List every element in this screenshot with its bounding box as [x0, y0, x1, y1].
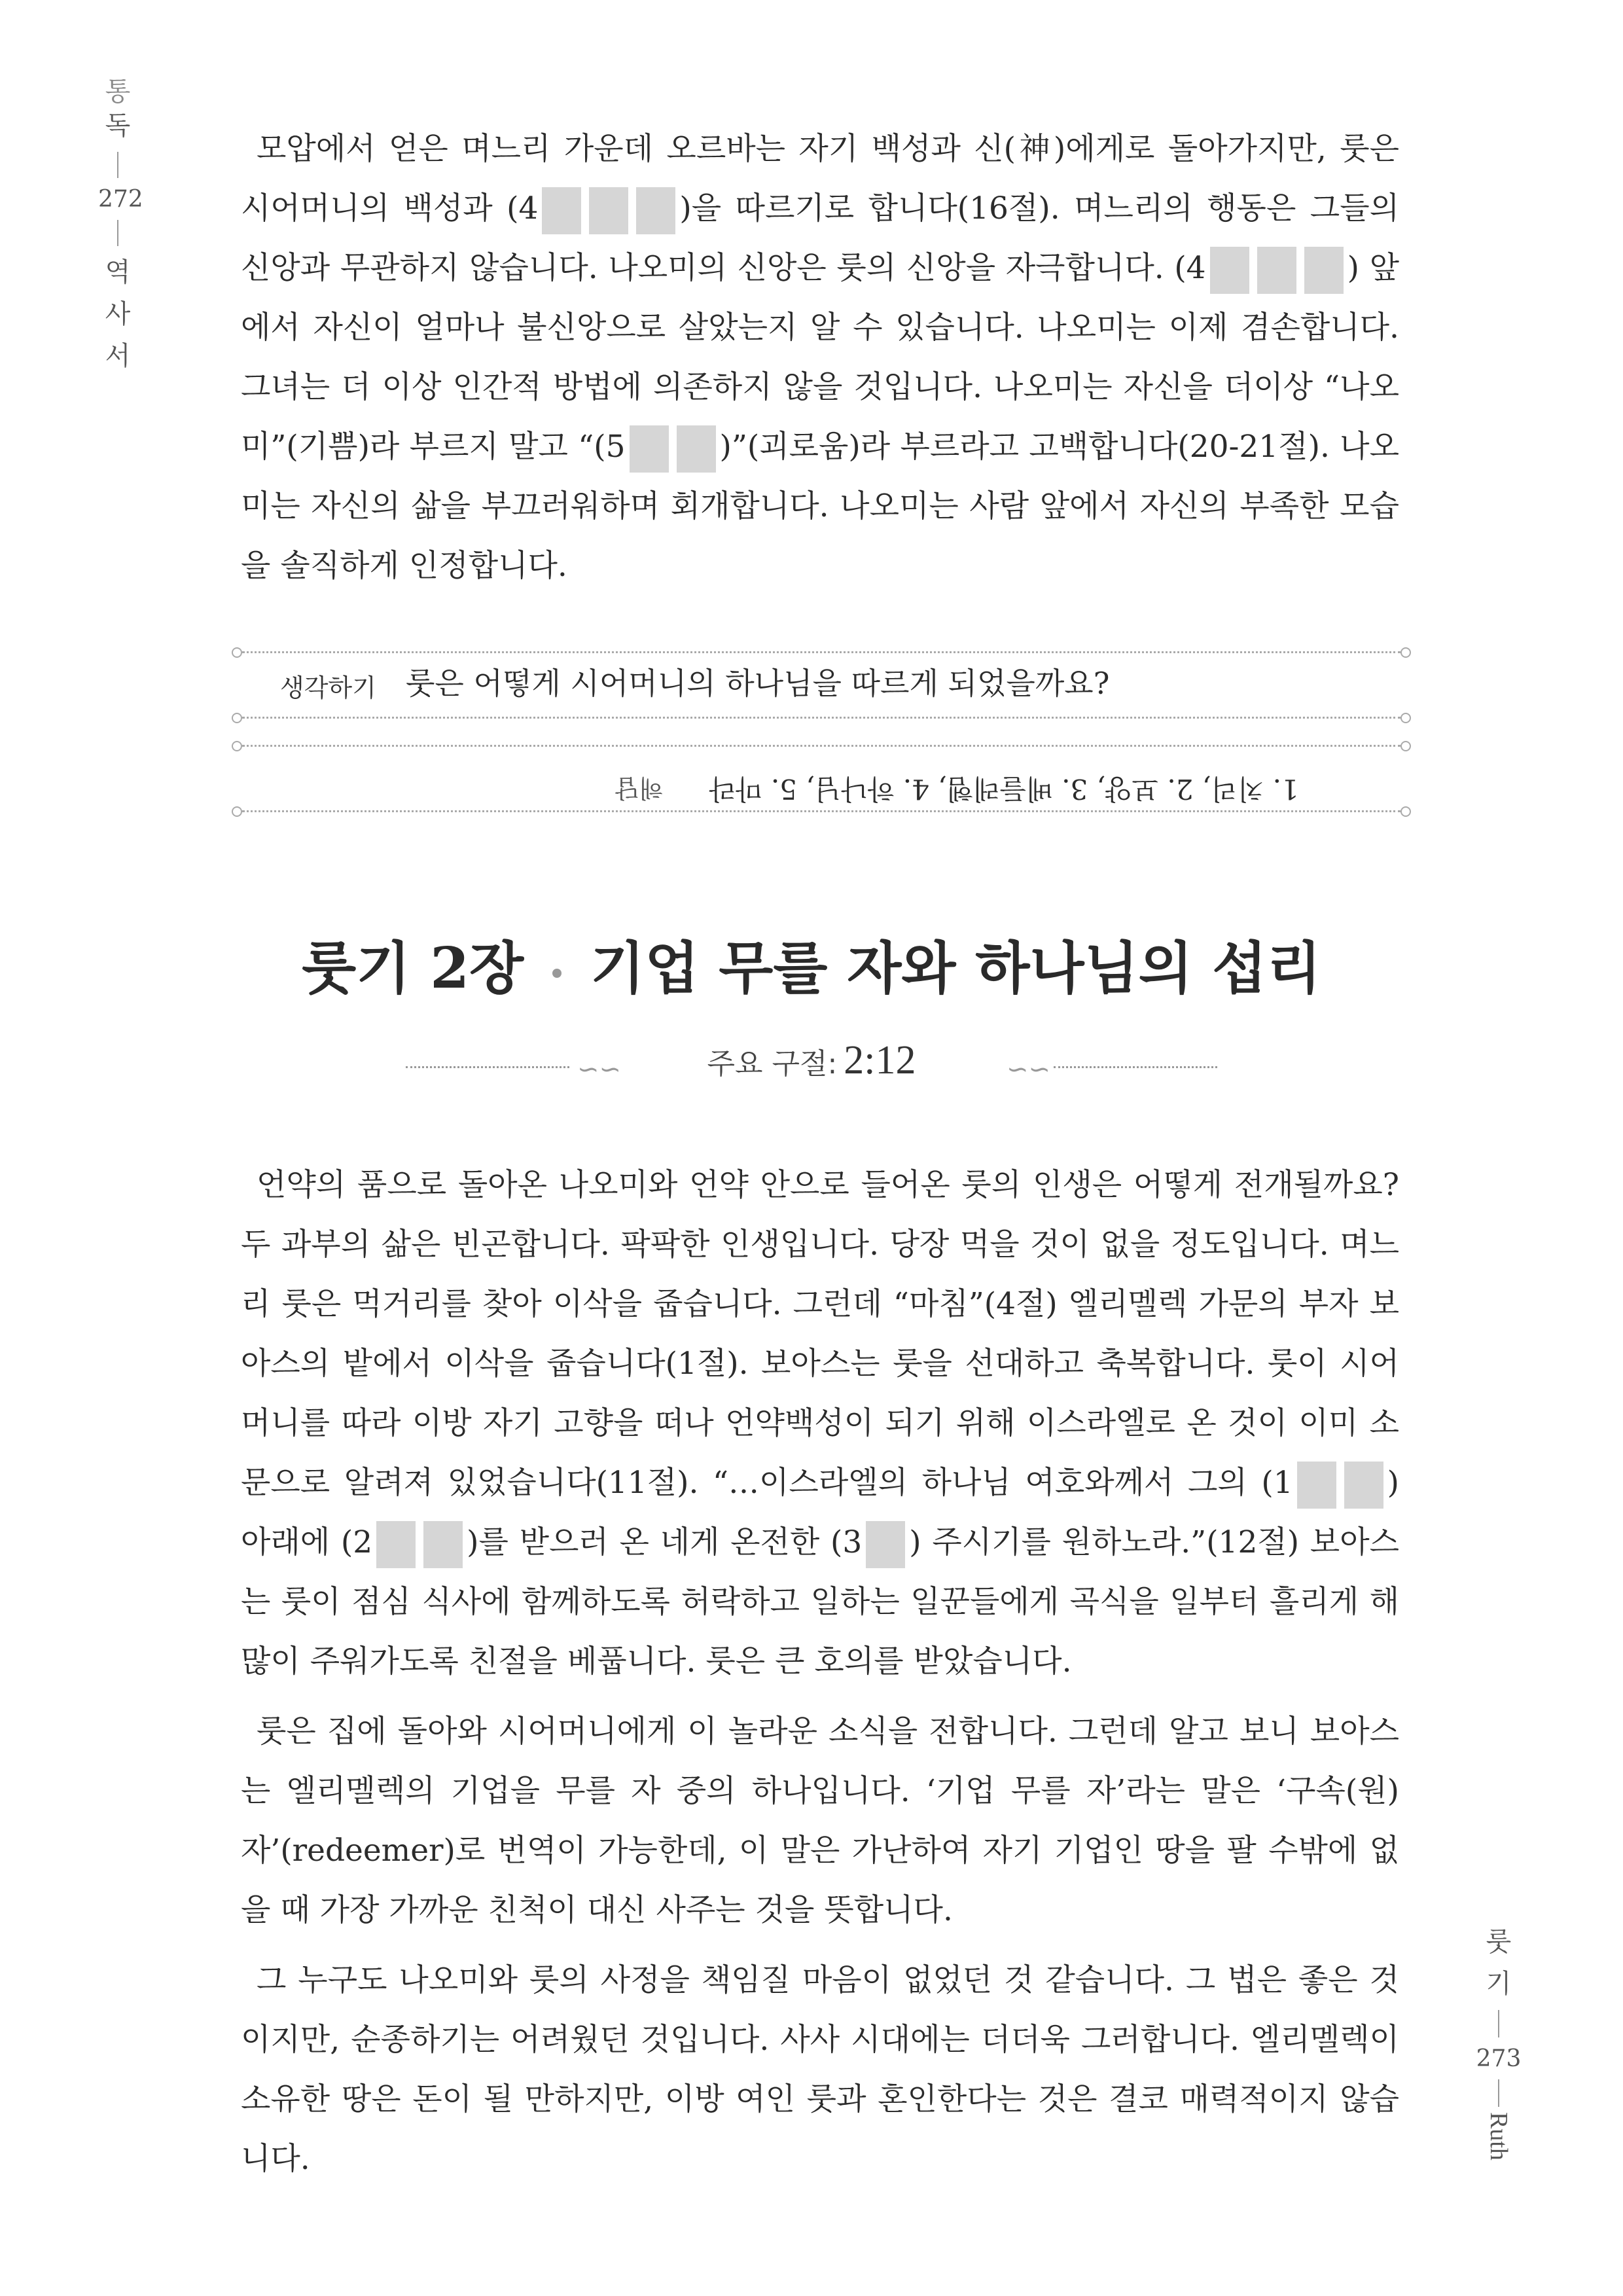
think-box-border-middle: [242, 717, 1400, 719]
page-number-right: 273: [1476, 2045, 1522, 2072]
divider: [1498, 2010, 1499, 2037]
answer-label: 해답: [615, 774, 664, 802]
book-name-english: Ruth: [1485, 2112, 1512, 2161]
answer-blank: [630, 425, 669, 473]
ornament-line-right: [1054, 1066, 1217, 1068]
text-segment: )”(괴로움)라 부르라고 고백합니다(20-21절). 나오미는 자신의 삶을 부끄러워하며 회개합니다. 나오미는 사람 앞에서 자신의 부족한 모습을 솔직하게 인정합니다.: [241, 429, 1399, 584]
answer-blank: [866, 1521, 905, 1568]
header-char: 사: [105, 299, 131, 329]
header-char: 기: [1486, 1969, 1512, 1999]
text-segment: )을 따르기로 합니다(16절). 며느리의 행동은 그들의 신앙과 무관하지 않습니다. 나오미의 신앙은 룻의 신앙을 자극합니다. (4: [241, 190, 1399, 286]
answer-blank: [1304, 247, 1344, 294]
answer-box-border-top: [242, 745, 1400, 747]
answer-blank: [423, 1521, 463, 1568]
right-running-header: [1472, 1921, 1525, 2161]
think-question: 룻은 어떻게 시어머니의 하나님을 따르게 되었을까요?: [406, 666, 1110, 701]
flourish-right-icon: ∽∽: [1007, 1054, 1051, 1085]
body-paragraph-2: 룻은 집에 돌아와 시어머니에게 이 놀라운 소식을 전합니다. 그런데 알고 보니 보아스는 엘리멜렉의 기업을 무를 자 중의 하나입니다. ‘기업 무를 자’라는 말은 ‘구속(원)자’(redeemer)로 번역이 가능한데, 이 말은 가난하여 자기 기업인 땅을 팔 수밖에 없을 때 가장 가까운 친척이 대신 사주는 것을 뜻합니다.: [241, 1713, 1399, 1928]
answer-text: 1. 치리, 2. 보양, 3. 베들레헴, 4. 하나님, 5. 마라: [709, 773, 1299, 805]
answer-blank: [589, 187, 628, 234]
text-segment: 언약의 품으로 돌아온 나오미와 언약 안으로 들어온 룻의 인생은 어떻게 전개될까요? 두 과부의 삶은 빈곤합니다. 팍팍한 인생입니다. 당장 먹을 것이 없을 정도입니다. 며느리 룻은 먹거리를 찾아 이삭을 줍습니다. 그런데 “마침”(4절) 엘리멜렉 가문의 부자 보아스의 밭에서 이삭을 줍습니다(1절). 보아스는 룻을 선대하고 축복합니다. 룻이 시어머니를 따라 이방 자기 고향을 떠나 언약백성이 되기 위해 이스라엘로 온 것이 이미 소문으로 알려져 있었습니다(11절). “…이스라엘의 하나님 여호와께서 그의 (1: [241, 1167, 1399, 1501]
answer-blank: [636, 187, 675, 234]
divider: [1498, 2079, 1499, 2107]
top-paragraph: [241, 119, 1399, 596]
header-char: 룻: [1486, 1927, 1512, 1957]
text-segment: ) 아래에 (2: [241, 1465, 1399, 1560]
divider: [117, 220, 118, 246]
text-segment: 모압에서 얻은 며느리 가운데 오르바는 자기 백성과 신(神)에게로 돌아가지만, 룻은 시어머니의 백성과 (4: [241, 131, 1399, 226]
body-paragraph-1: [241, 1155, 1399, 1691]
chapter-number: 룻기 2장: [302, 935, 524, 1001]
header-char: 통: [105, 77, 131, 107]
think-box-border-top: [242, 651, 1400, 653]
text-segment: ) 앞에서 자신이 얼마나 불신앙으로 살았는지 알 수 있습니다. 나오미는 이제 겸손합니다. 그녀는 더 이상 인간적 방법에 의존하지 않을 것입니다. 나오미는 자신을 더이상 “나오미”(기쁨)라 부르지 말고 “(5: [241, 250, 1399, 465]
text-segment: )를 받으러 온 네게 온전한 (3: [467, 1524, 863, 1560]
header-char: 독: [105, 111, 131, 141]
answer-blank: [1210, 247, 1249, 294]
answer-blank: [542, 187, 581, 234]
answer-blank: [677, 425, 716, 473]
think-label: 생각하기: [280, 673, 376, 702]
header-char: 역: [105, 257, 131, 287]
answer-blank: [1297, 1462, 1336, 1509]
page-number-left: 272: [98, 186, 143, 213]
header-char: 서: [105, 341, 131, 371]
chapter-title: [0, 923, 1623, 1004]
left-running-header: [98, 77, 143, 377]
flourish-left-icon: ∽∽: [577, 1054, 622, 1085]
answer-box-border-bottom: [242, 810, 1400, 812]
text-segment: ) 주시기를 원하노라.”(12절) 보아스는 룻이 점심 식사에 함께하도록 허락하고 일하는 일꾼들에게 곡식을 일부터 흘리게 해 많이 주워가도록 친절을 베풉니다. 룻은 큰 호의를 받았습니다.: [241, 1524, 1399, 1679]
answer-blank: [1344, 1462, 1383, 1509]
key-verse-label: 주요 구절:: [707, 1047, 838, 1081]
key-verse-row: [406, 1037, 1217, 1096]
divider: [117, 152, 118, 178]
upside-down-answer: [615, 771, 1299, 810]
title-separator-dot: [552, 969, 562, 978]
chapter-subtitle: 기업 무를 자와 하나님의 섭리: [590, 935, 1321, 1001]
answer-blank: [1257, 247, 1296, 294]
answer-blank: [376, 1521, 416, 1568]
body-paragraph-3: 그 누구도 나오미와 룻의 사정을 책임질 마음이 없었던 것 같습니다. 그 법은 좋은 것이지만, 순종하기는 어려웠던 것입니다. 사사 시대에는 더더욱 그러합니다. 엘리멜렉이 소유한 땅은 돈이 될 만하지만, 이방 여인 룻과 혼인한다는 것은 결코 매력적이지 않습니다.: [241, 1962, 1399, 2177]
key-verse-reference: 2:12: [844, 1038, 916, 1083]
